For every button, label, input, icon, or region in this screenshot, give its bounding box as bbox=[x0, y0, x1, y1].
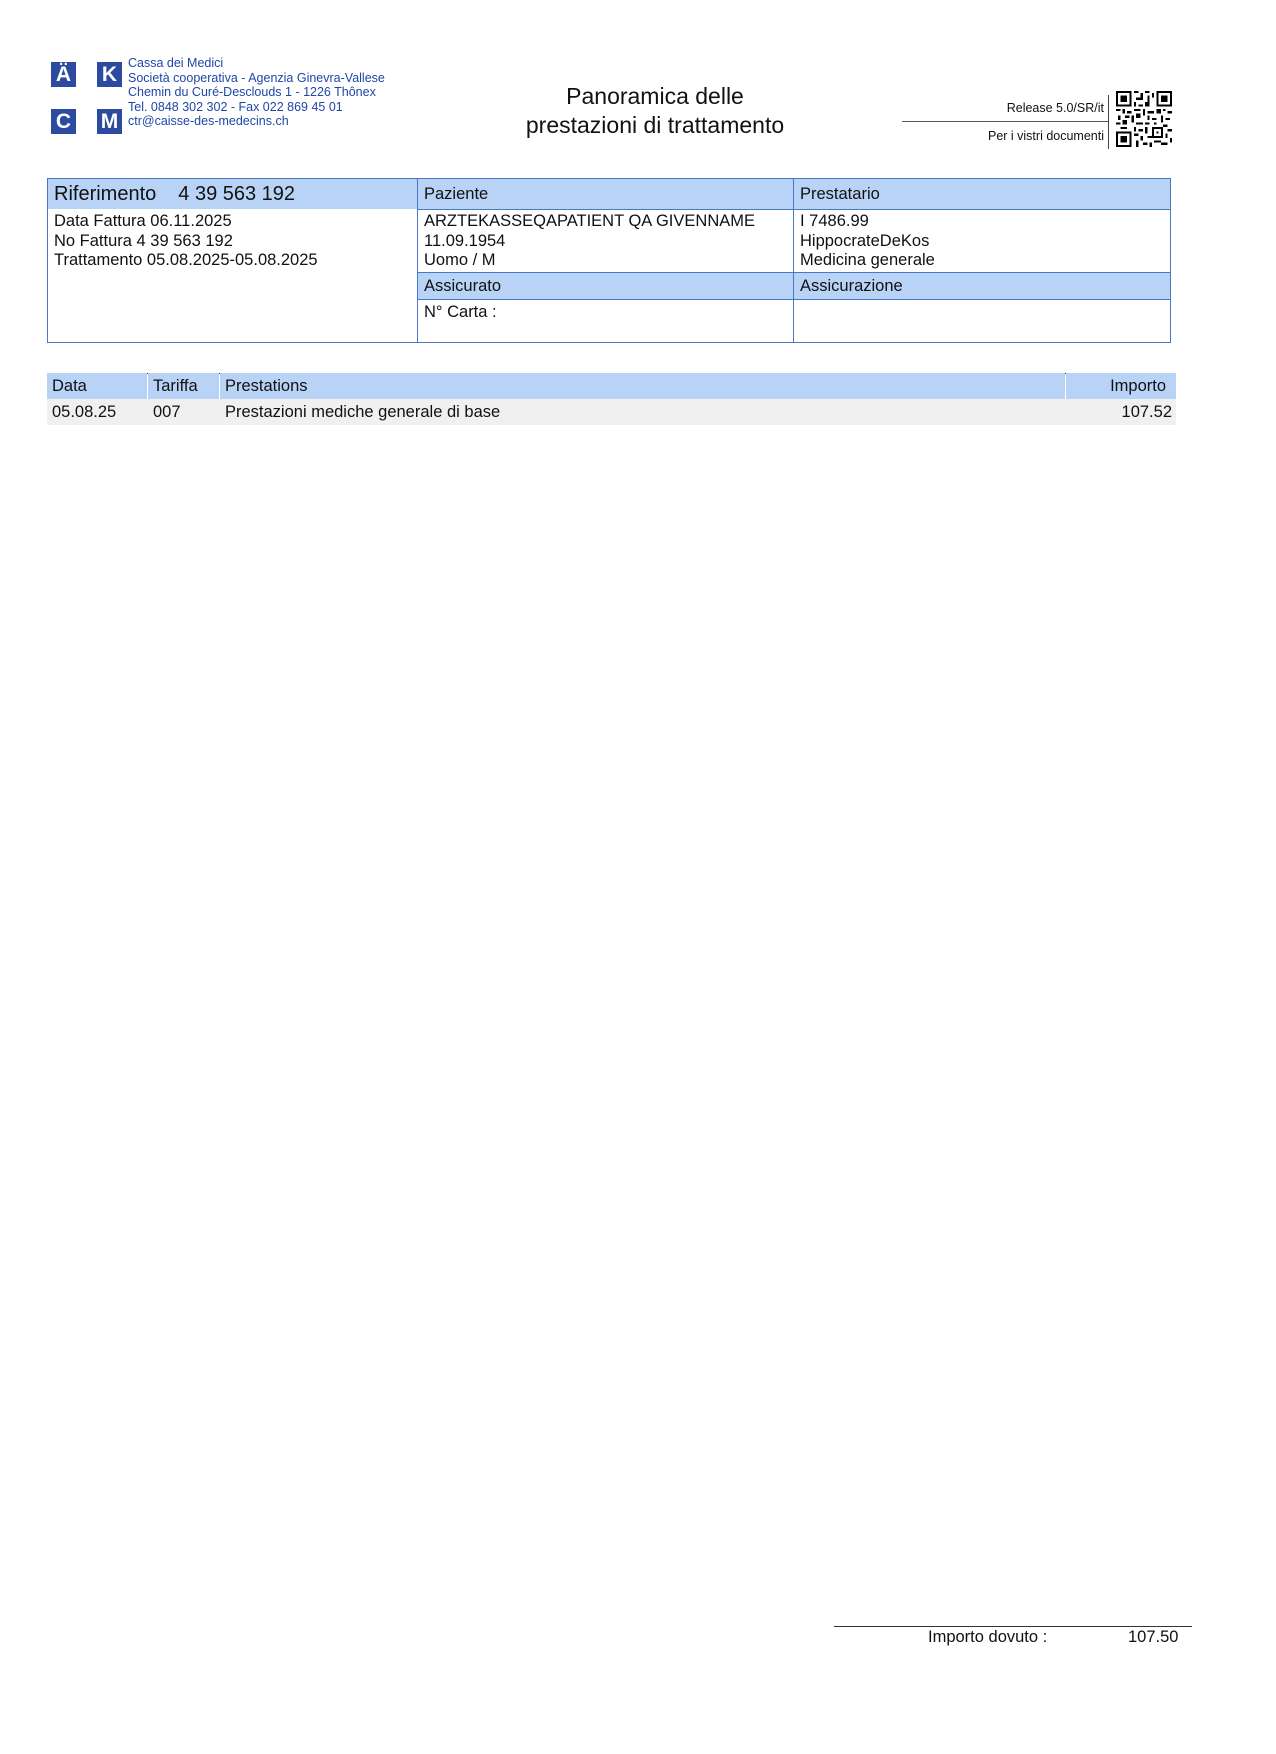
total-amount: 107.50 bbox=[1128, 1628, 1179, 1646]
column-date: Data bbox=[47, 373, 147, 399]
treatment-period: Trattamento 05.08.2025-05.08.2025 bbox=[54, 251, 318, 269]
title-line2: prestazioni di trattamento bbox=[525, 112, 785, 138]
column-amount: Importo bbox=[1066, 373, 1176, 399]
invoice-number: No Fattura 4 39 563 192 bbox=[54, 232, 233, 250]
logo-letter-m: M bbox=[97, 109, 122, 134]
issuer-phone: Tel. 0848 302 302 - Fax 022 869 45 01 bbox=[128, 99, 343, 114]
reference-header bbox=[48, 179, 417, 209]
release-divider bbox=[902, 121, 1108, 122]
patient-header: Paziente bbox=[418, 179, 793, 209]
document-title bbox=[470, 82, 840, 140]
release-note: Per i vistri documenti bbox=[987, 129, 1104, 143]
issuer-email[interactable]: ctr@caisse-des-medecins.ch bbox=[128, 114, 289, 129]
provider-specialty: Medicina generale bbox=[800, 251, 935, 269]
row-tariff: 007 bbox=[153, 403, 181, 421]
column-tariff: Tariffa bbox=[148, 373, 219, 399]
title-line1: Panoramica delle bbox=[566, 83, 744, 109]
release-version: Release 5.0/SR/it bbox=[1006, 101, 1104, 115]
box-divider-2 bbox=[793, 179, 794, 342]
patient-birthdate: 11.09.1954 bbox=[424, 232, 506, 250]
logo-letter-ae: Ä bbox=[51, 62, 76, 87]
row-date: 05.08.25 bbox=[52, 403, 117, 421]
provider-name: HippocrateDeKos bbox=[800, 232, 930, 250]
column-services: Prestations bbox=[220, 373, 1065, 399]
table-row bbox=[47, 399, 1176, 425]
patient-sex: Uomo / M bbox=[424, 251, 496, 269]
insured-top-divider bbox=[417, 272, 1170, 273]
qr-code-icon bbox=[1116, 91, 1172, 147]
issuer-name: Cassa dei Medici bbox=[128, 56, 224, 70]
issuer-address bbox=[128, 56, 385, 129]
reference-label: Riferimento bbox=[54, 183, 157, 205]
logo-letter-k: K bbox=[97, 62, 122, 87]
row-description: Prestazioni mediche generale di base bbox=[225, 403, 501, 421]
issuer-line2: Società cooperativa - Agenzia Ginevra-Vallese bbox=[128, 70, 385, 85]
row-amount: 107.52 bbox=[1121, 403, 1172, 421]
box-divider-1 bbox=[417, 179, 418, 342]
qr-divider bbox=[1108, 95, 1109, 149]
provider-id: I 7486.99 bbox=[800, 212, 869, 230]
logo-letter-c: C bbox=[51, 109, 76, 134]
card-number-label: N° Carta : bbox=[424, 303, 497, 321]
patient-name: ARZTEKASSEQAPATIENT QA GIVENNAME bbox=[424, 212, 755, 230]
issuer-street: Chemin du Curé-Desclouds 1 - 1226 Thônex bbox=[128, 85, 376, 100]
header-divider bbox=[417, 209, 1170, 210]
provider-header: Prestatario bbox=[794, 179, 1170, 209]
services-table bbox=[47, 373, 1176, 421]
reference-value: 4 39 563 192 bbox=[178, 183, 296, 205]
total-label: Importo dovuto : bbox=[928, 1628, 1048, 1646]
insured-bottom-divider bbox=[417, 299, 1170, 300]
insured-header: Assicurato bbox=[418, 273, 793, 299]
insurance-header: Assicurazione bbox=[794, 273, 1170, 299]
invoice-date: Data Fattura 06.11.2025 bbox=[54, 212, 232, 230]
invoice-info-box bbox=[47, 178, 1171, 343]
